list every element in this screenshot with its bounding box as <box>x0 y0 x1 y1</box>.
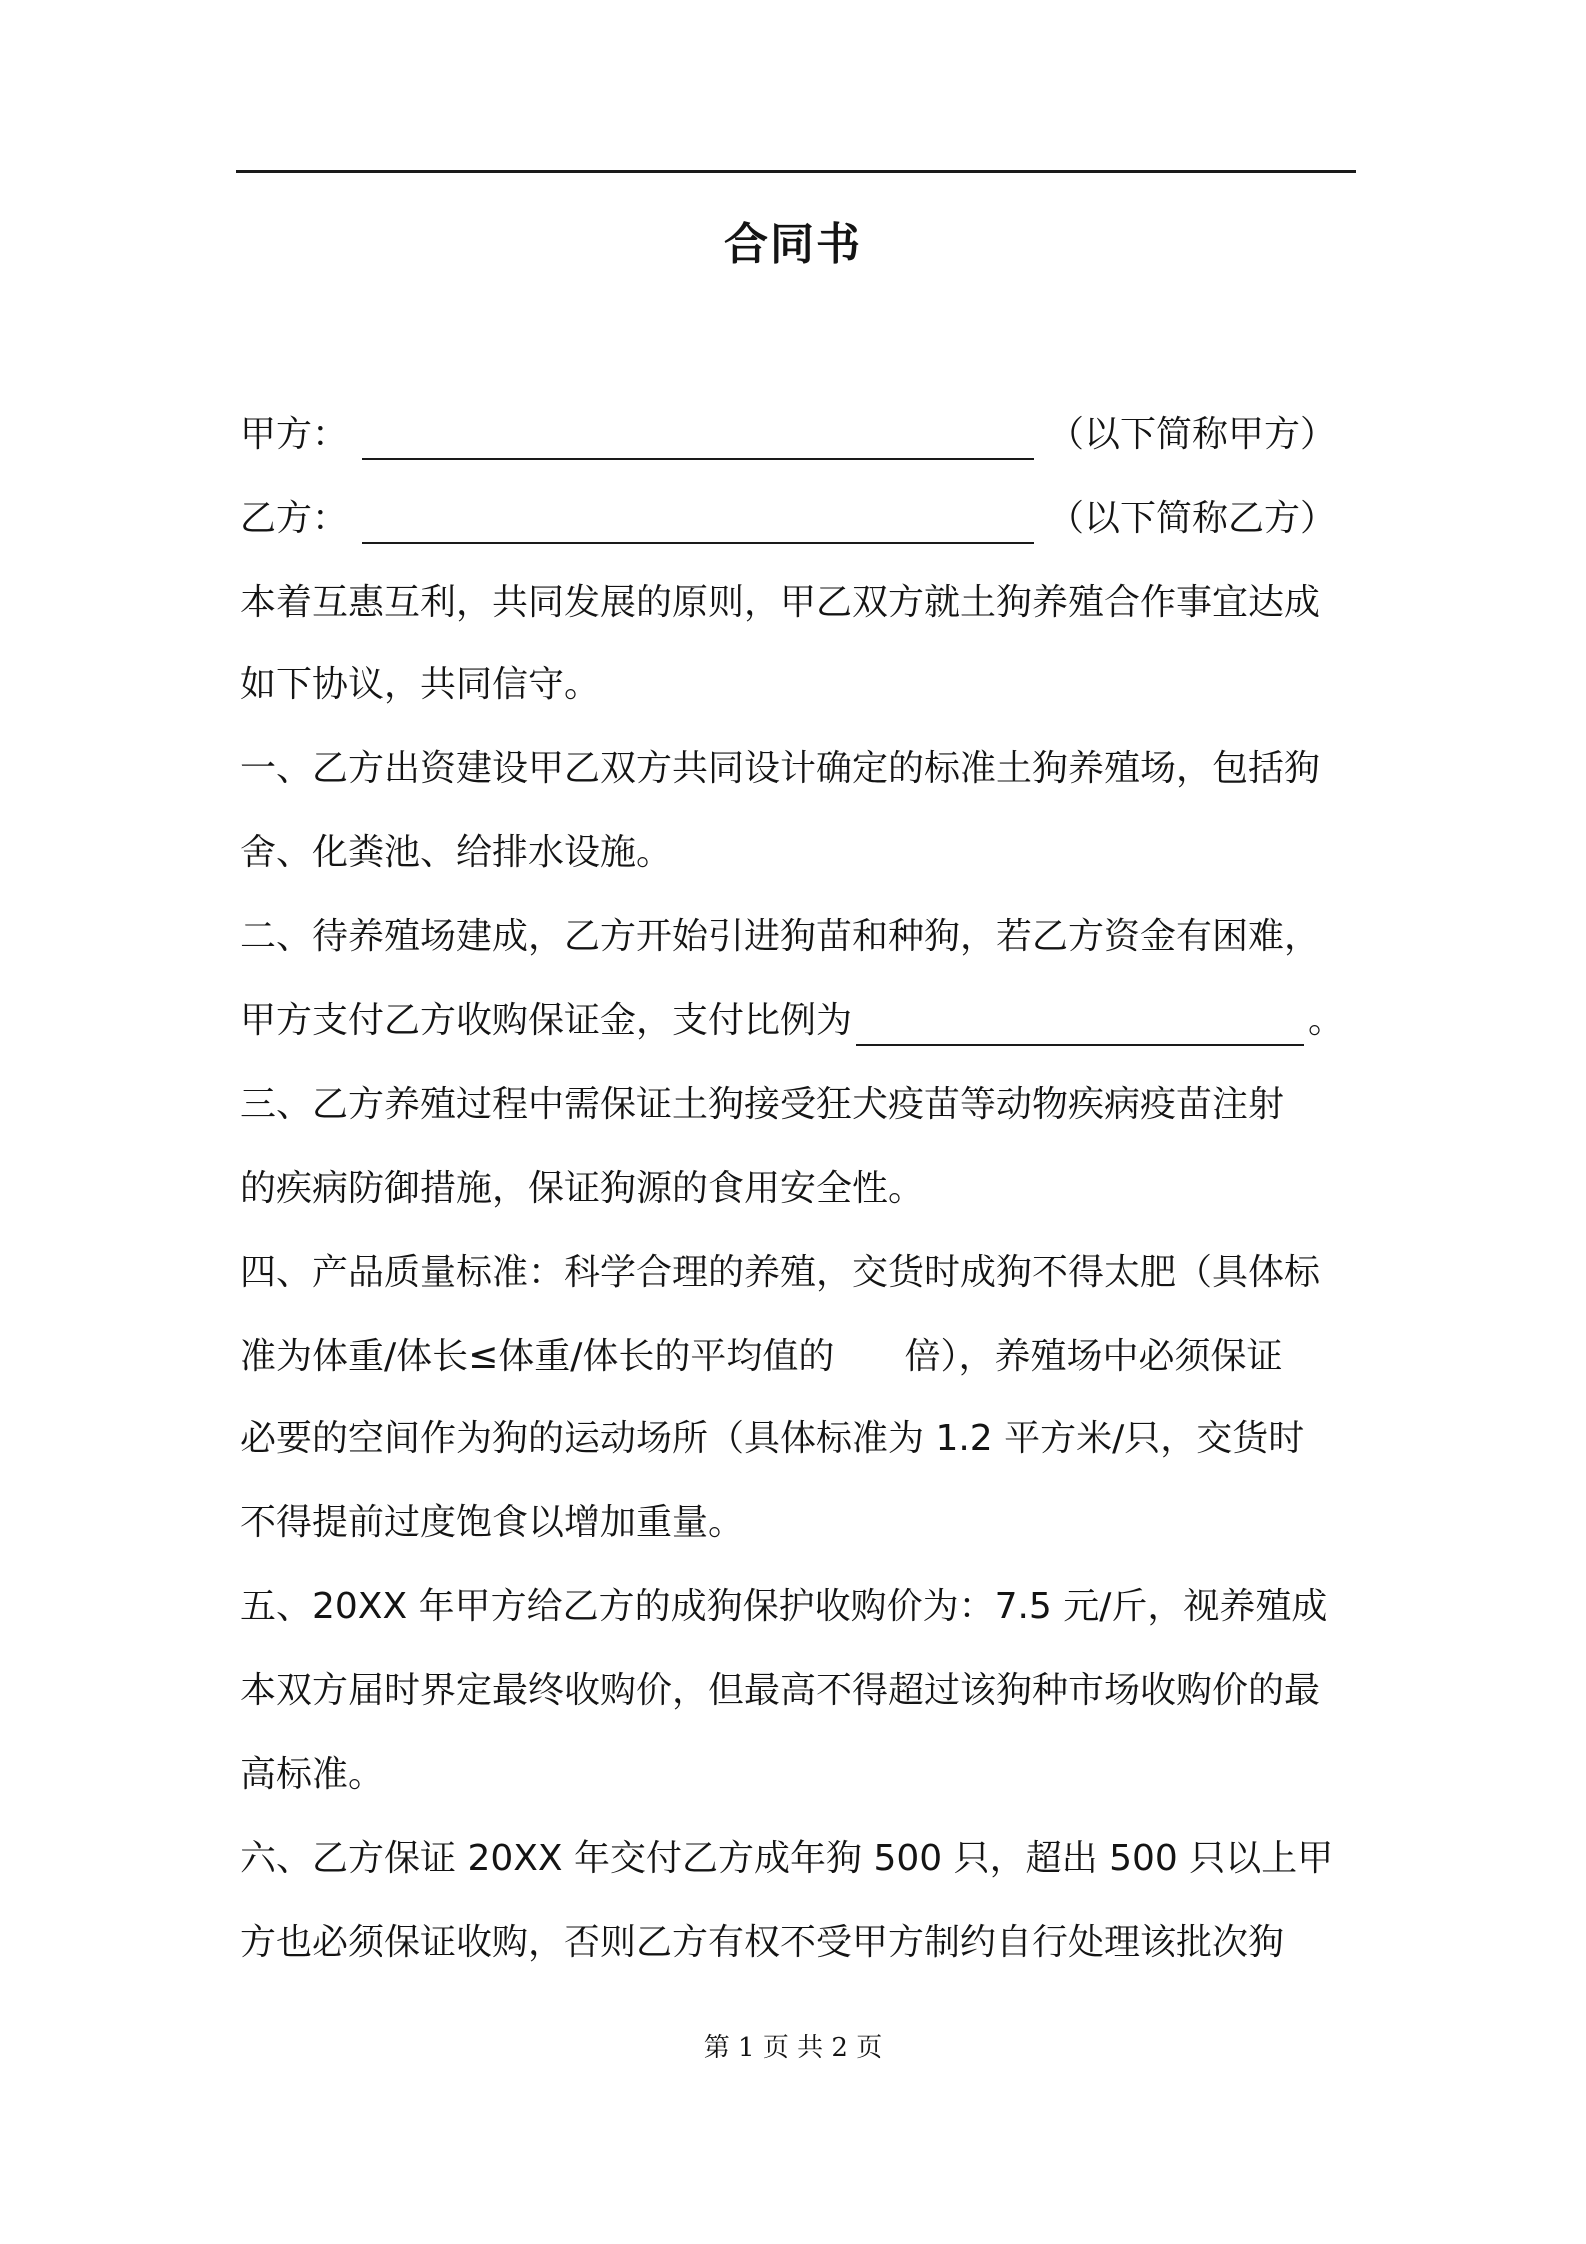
clause-4-line: 四、产品质量标准：科学合理的养殖，交货时成狗不得太肥（具体标 <box>240 1252 1321 1293</box>
clause-1-line: 一、乙方出资建设甲乙双方共同设计确定的标准土狗养殖场，包括狗 <box>240 748 1321 789</box>
party-a-blank[interactable] <box>362 412 1034 460</box>
clause-4-line: 必要的空间作为狗的运动场所（具体标准为 1.2 平方米/只，交货时 <box>240 1418 1305 1459</box>
clause-2-period: 。 <box>1308 1000 1345 1041</box>
clause-5-line: 高标准。 <box>240 1754 385 1795</box>
party-a-suffix: （以下简称甲方） <box>1048 414 1337 455</box>
clause-4-text: 倍），养殖场中必须保证 <box>904 1336 1283 1377</box>
clause-3-line: 的疾病防御措施，保证狗源的食用安全性。 <box>240 1168 925 1209</box>
clause-6-line: 六、乙方保证 20XX 年交付乙方成年狗 500 只，超出 500 只以上甲 <box>240 1838 1334 1879</box>
clause-5-line: 本双方届时界定最终收购价，但最高不得超过该狗种市场收购价的最 <box>240 1670 1321 1711</box>
clause-2-line: 二、待养殖场建成，乙方开始引进狗苗和种狗，若乙方资金有困难， <box>240 916 1321 957</box>
party-a-line <box>240 410 1336 460</box>
document-title: 合同书 <box>724 219 862 270</box>
clause-3-line: 三、乙方养殖过程中需保证土狗接受狂犬疫苗等动物疾病疫苗注射 <box>240 1084 1285 1125</box>
party-b-label: 乙方： <box>240 498 349 539</box>
clause-4-line <box>240 1332 1282 1382</box>
clause-1-line: 舍、化粪池、给排水设施。 <box>240 832 673 873</box>
payment-ratio-blank[interactable] <box>856 998 1304 1046</box>
party-b-line <box>240 494 1336 544</box>
clause-2-text: 甲方支付乙方收购保证金，支付比例为 <box>240 1000 853 1041</box>
clause-4-line: 不得提前过度饱食以增加重量。 <box>240 1502 745 1543</box>
party-b-suffix: （以下简称乙方） <box>1048 498 1337 539</box>
body-line: 本着互惠互利，共同发展的原则，甲乙双方就土狗养殖合作事宜达成 <box>240 582 1321 623</box>
clause-2-line <box>240 996 1344 1046</box>
party-a-label: 甲方： <box>240 414 349 455</box>
body-line: 如下协议，共同信守。 <box>240 664 601 705</box>
clause-5-line: 五、20XX 年甲方给乙方的成狗保护收购价为：7.5 元/斤，视养殖成 <box>240 1586 1328 1627</box>
page-footer: 第 1 页 共 2 页 <box>703 2033 883 2063</box>
header-rule <box>236 170 1356 173</box>
party-b-blank[interactable] <box>362 496 1034 544</box>
clause-6-line: 方也必须保证收购，否则乙方有权不受甲方制约自行处理该批次狗 <box>240 1922 1285 1963</box>
clause-4-text: 准为体重/体长≤体重/体长的平均值的 <box>240 1336 835 1377</box>
